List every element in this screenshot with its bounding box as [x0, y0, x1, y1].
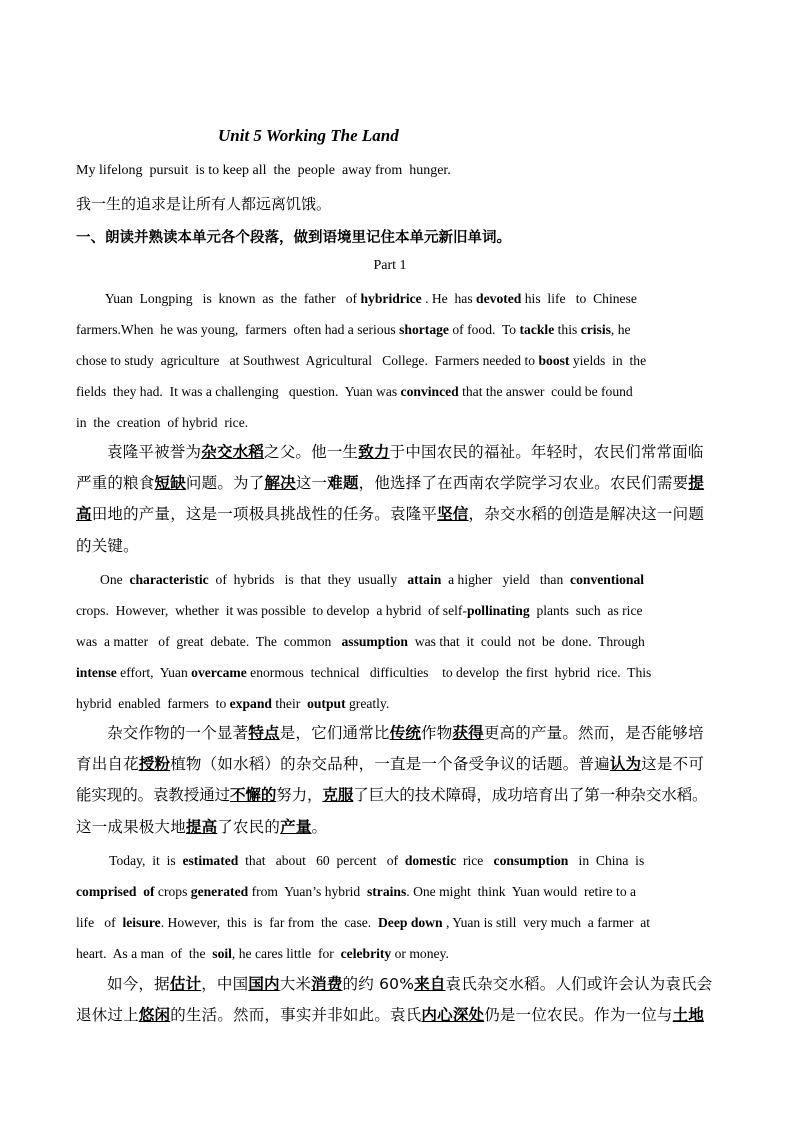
- paragraph-1-english: [76, 283, 721, 438]
- text-line: life of leisure. However, this is far from the case. Deep down , Yuan is still very much a farmer at: [76, 915, 651, 931]
- text-line: fields they had. It was a challenging question. Yuan was convinced that the answer could be found: [76, 384, 633, 400]
- text-line: 的关键。: [76, 536, 139, 555]
- paragraph-2-english: [76, 564, 721, 719]
- text-line: 杂交作物的一个显著特点是，它们通常比传统作物获得更高的产量。然而，是否能够培: [107, 724, 704, 742]
- text-line: comprised of crops generated from Yuan’s hybrid strains. One might think Yuan would retire to a: [76, 884, 637, 900]
- text-line: Yuan Longping is known as the father of hybridrice . He has devoted his life to Chinese: [102, 291, 637, 306]
- paragraph-3-english: [76, 845, 721, 969]
- text-line: intense effort, Yuan overcame enormous technical difficulties to develop the first hybrid rice. This: [76, 665, 652, 681]
- text-line: 退休过上悠闲的生活。然而，事实并非如此。袁氏内心深处仍是一位农民。作为一位与土地: [76, 1006, 705, 1025]
- text-line: One characteristic of hybrids is that they usually attain a higher yield than conventional: [100, 572, 645, 587]
- text-line: 严重的粮食短缺问题。为了解决这一难题，他选择了在西南农学院学习农业。农民们需要提: [76, 474, 705, 493]
- paragraph-2-chinese: [76, 718, 721, 843]
- text-line: 这一成果极大地提高了农民的产量。: [76, 817, 328, 836]
- text-line: crops. However, whether it was possible to develop a hybrid of self-pollinating plants such as rice: [76, 603, 643, 619]
- text-line: 育出自花授粉植物（如水稻）的杂交品种，一直是一个备受争议的话题。普遍认为这是不可: [76, 755, 705, 774]
- text-line: Today, it is estimated that about 60 percent of domestic rice consumption in China is: [106, 853, 645, 868]
- text-line: in the creation of hybrid rice.: [76, 415, 249, 431]
- intro-chinese: 我一生的追求是让所有人都远离饥饿。: [76, 195, 332, 213]
- text-line: heart. As a man of the soil, he cares little for celebrity or money.: [76, 946, 449, 962]
- text-line: chose to study agriculture at Southwest Agricultural College. Farmers needed to boost yields in the: [76, 353, 647, 369]
- paragraph-1-chinese: [76, 437, 721, 562]
- text-line: 能实现的。袁教授通过不懈的努力，克服了巨大的技术障碍，成功培育出了第一种杂交水稻。: [76, 786, 708, 805]
- text-line: was a matter of great debate. The common assumption was that it could not be done. Through: [76, 634, 645, 650]
- paragraph-3-chinese: [76, 969, 721, 1031]
- text-line: 如今，据估计，中国国内大米消费的约 60%来自袁氏杂交水稻。人们或许会认为袁氏会: [107, 975, 713, 993]
- unit-title: Unit 5 Working The Land: [218, 126, 399, 145]
- part-label: Part 1: [373, 258, 407, 273]
- text-line: farmers.When he was young, farmers often had a serious shortage of food. To tackle this crisis, he: [76, 322, 631, 338]
- intro-english: My lifelong pursuit is to keep all the people away from hunger.: [76, 163, 451, 178]
- text-line: hybrid enabled farmers to expand their output greatly.: [76, 696, 390, 712]
- text-line: 高田地的产量，这是一项极具挑战性的任务。袁隆平坚信，杂交水稻的创造是解决这一问题: [76, 505, 705, 524]
- text-line: 袁隆平被誉为杂交水稻之父。他一生致力于中国农民的福祉。年轻时，农民们常常面临: [107, 443, 704, 461]
- task-heading: 一、朗读并熟读本单元各个段落，做到语境里记住本单元新旧单词。: [76, 230, 511, 246]
